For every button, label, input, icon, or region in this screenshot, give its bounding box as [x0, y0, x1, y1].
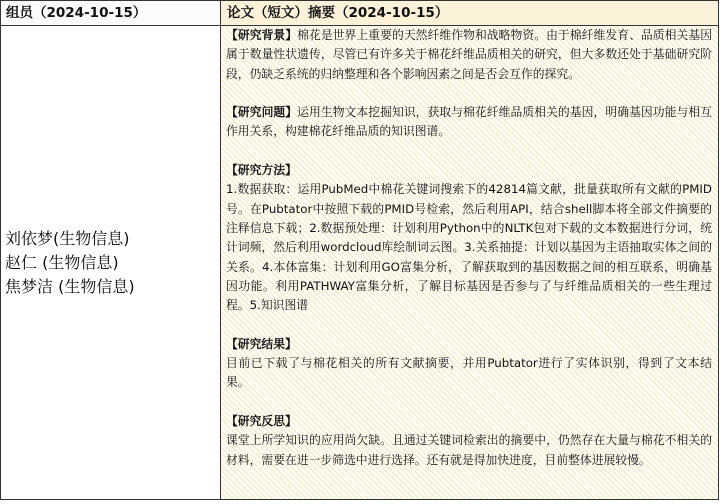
member-name: 刘依梦(生物信息)	[5, 228, 130, 248]
section-background	[226, 26, 712, 84]
section-text: 运用生物文本挖掘知识，获取与棉花纤维品质相关的基因，明确基因功能与相互作用关系，构建棉花纤维品质的知识图谱。	[226, 105, 712, 139]
section-method	[226, 161, 712, 315]
section-text: 目前已下载了与棉花相关的所有文献摘要，并用Pubtator进行了实体识别，得到了文本结果。	[226, 356, 712, 390]
section-text: 棉花是世界上重要的天然纤维作物和战略物资。由于棉纤维发育、品质相关基因属于数量性状遗传，尽管已有许多关于棉花纤维品质相关的研究，但大多数还处于基础研究阶段，仍缺乏系统的归纳整理和各个影响因素之间是否会互作的探究。	[226, 28, 712, 81]
members-header: 组员（2024-10-15）	[1, 1, 221, 26]
members-cell	[1, 26, 221, 500]
section-text: 课堂上所学知识的应用尚欠缺。且通过关键词检索出的摘要中，仍然存在大量与棉花不相关的材料，需要在进一步筛选中进行选择。还有就是得加快进度，目前整体进展较慢。	[226, 433, 712, 467]
section-text: 1.数据获取：运用PubMed中棉花关键词搜索下的42814篇文献，批量获取所有文献的PMID号。在Pubtator中按照下载的PMID号检索，然后利用API，结合shell脚本将全部文件摘要的注释信息下载；2.数据预处理：计划利用Python中的NLTK包对下载的文本数据进行分词，统计词频，然后利用wordcloud库绘制词云图。3.关系抽提：计划以基因为主语抽取实体之间的关系。4.本体富集：计划利用GO富集分析，了解获取到的基因数据之间的相互联系，明确基因功能。利用PATHWAY富集分析，了解目标基因是否参与了与纤维品质相关的一些生理过程。5.知识图谱	[226, 182, 712, 313]
abstract-cell	[221, 26, 719, 500]
abstract-header: 论文（短文）摘要（2024-10-15）	[221, 1, 719, 26]
section-heading: 【研究方法】	[226, 163, 297, 178]
section-heading: 【研究结果】	[226, 336, 297, 351]
section-question	[226, 103, 712, 142]
section-heading: 【研究问题】	[226, 105, 298, 120]
member-name: 赵仁 (生物信息)	[5, 252, 119, 272]
section-results	[226, 335, 712, 393]
section-heading: 【研究反思】	[226, 413, 297, 428]
content-row	[1, 26, 719, 500]
header-row	[1, 1, 719, 26]
section-reflection	[226, 412, 712, 470]
section-heading: 【研究背景】	[226, 28, 298, 42]
member-name: 焦梦洁 (生物信息)	[5, 276, 135, 296]
